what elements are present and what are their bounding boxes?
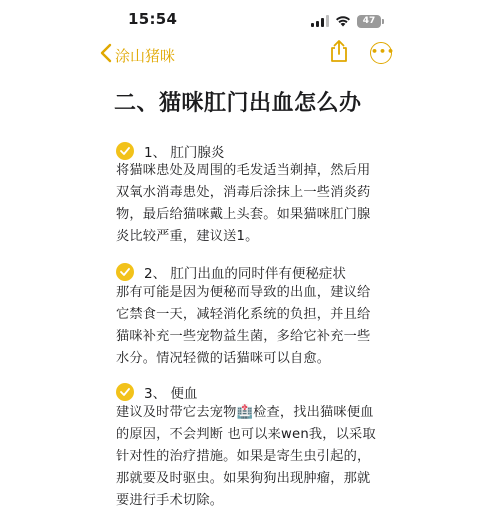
body-line: 猫咪补充一些宠物益生菌，多给它补充一些 xyxy=(116,329,371,344)
section-title: 1、 肛门腺炎 xyxy=(144,145,225,161)
status-time: 15:54 xyxy=(128,10,178,28)
section-title: 3、 便血 xyxy=(144,386,198,402)
signal-icon xyxy=(311,12,329,31)
battery-tip xyxy=(382,19,384,24)
body-line: 针对性的治疗措施。如果是寄生虫引起的， xyxy=(116,449,371,464)
share-icon xyxy=(329,39,349,67)
checkmark-icon xyxy=(116,383,134,401)
status-icons xyxy=(311,12,384,31)
body-line: 建议及时带它去宠物🏥检查，找出猫咪便血 xyxy=(116,405,374,420)
body-line: 物，最后给猫咪戴上头套。如果猫咪肛门腺 xyxy=(116,207,371,222)
body-line: 那有可能是因为便秘而导致的出血，建议给 xyxy=(116,285,371,300)
body-line: 将猫咪患处及周围的毛发适当剃掉，然后用 xyxy=(116,163,371,178)
body-line: 的原因，不会判断 也可以来wen我，以采取 xyxy=(116,427,376,442)
section-body xyxy=(116,160,386,248)
section-body xyxy=(116,402,386,512)
section-body xyxy=(116,282,386,370)
more-button[interactable] xyxy=(368,40,394,66)
wifi-icon xyxy=(335,12,351,31)
section-heading xyxy=(116,382,197,402)
nav-bar xyxy=(0,40,500,70)
body-line: 炎比较严重，建议送1。 xyxy=(116,229,259,244)
battery-level: 47 xyxy=(357,15,381,28)
section-heading xyxy=(116,262,346,282)
checkmark-icon xyxy=(116,263,134,281)
battery-icon xyxy=(357,15,384,28)
more-icon: ••• xyxy=(370,42,392,64)
body-line: 双氧水消毒患处，消毒后涂抹上一些消炎药 xyxy=(116,185,371,200)
back-button[interactable] xyxy=(100,43,175,67)
section-title: 2、 肛门出血的同时伴有便秘症状 xyxy=(144,266,346,282)
back-label: 涂山猪咪 xyxy=(115,46,176,65)
checkmark-icon xyxy=(116,142,134,160)
body-line: 那就要及时驱虫。如果狗狗出现肿瘤，那就 xyxy=(116,471,371,486)
status-bar xyxy=(0,0,500,40)
body-line: 它禁食一天，减轻消化系统的负担，并且给 xyxy=(116,307,371,322)
share-button[interactable] xyxy=(326,40,352,66)
section-heading xyxy=(116,141,224,161)
page-title: 二、猫咪肛门出血怎么办 xyxy=(114,91,362,116)
body-line: 要进行手术切除。 xyxy=(116,493,224,508)
body-line: 水分。情况轻微的话猫咪可以自愈。 xyxy=(116,351,331,366)
chevron-left-icon xyxy=(100,43,112,67)
